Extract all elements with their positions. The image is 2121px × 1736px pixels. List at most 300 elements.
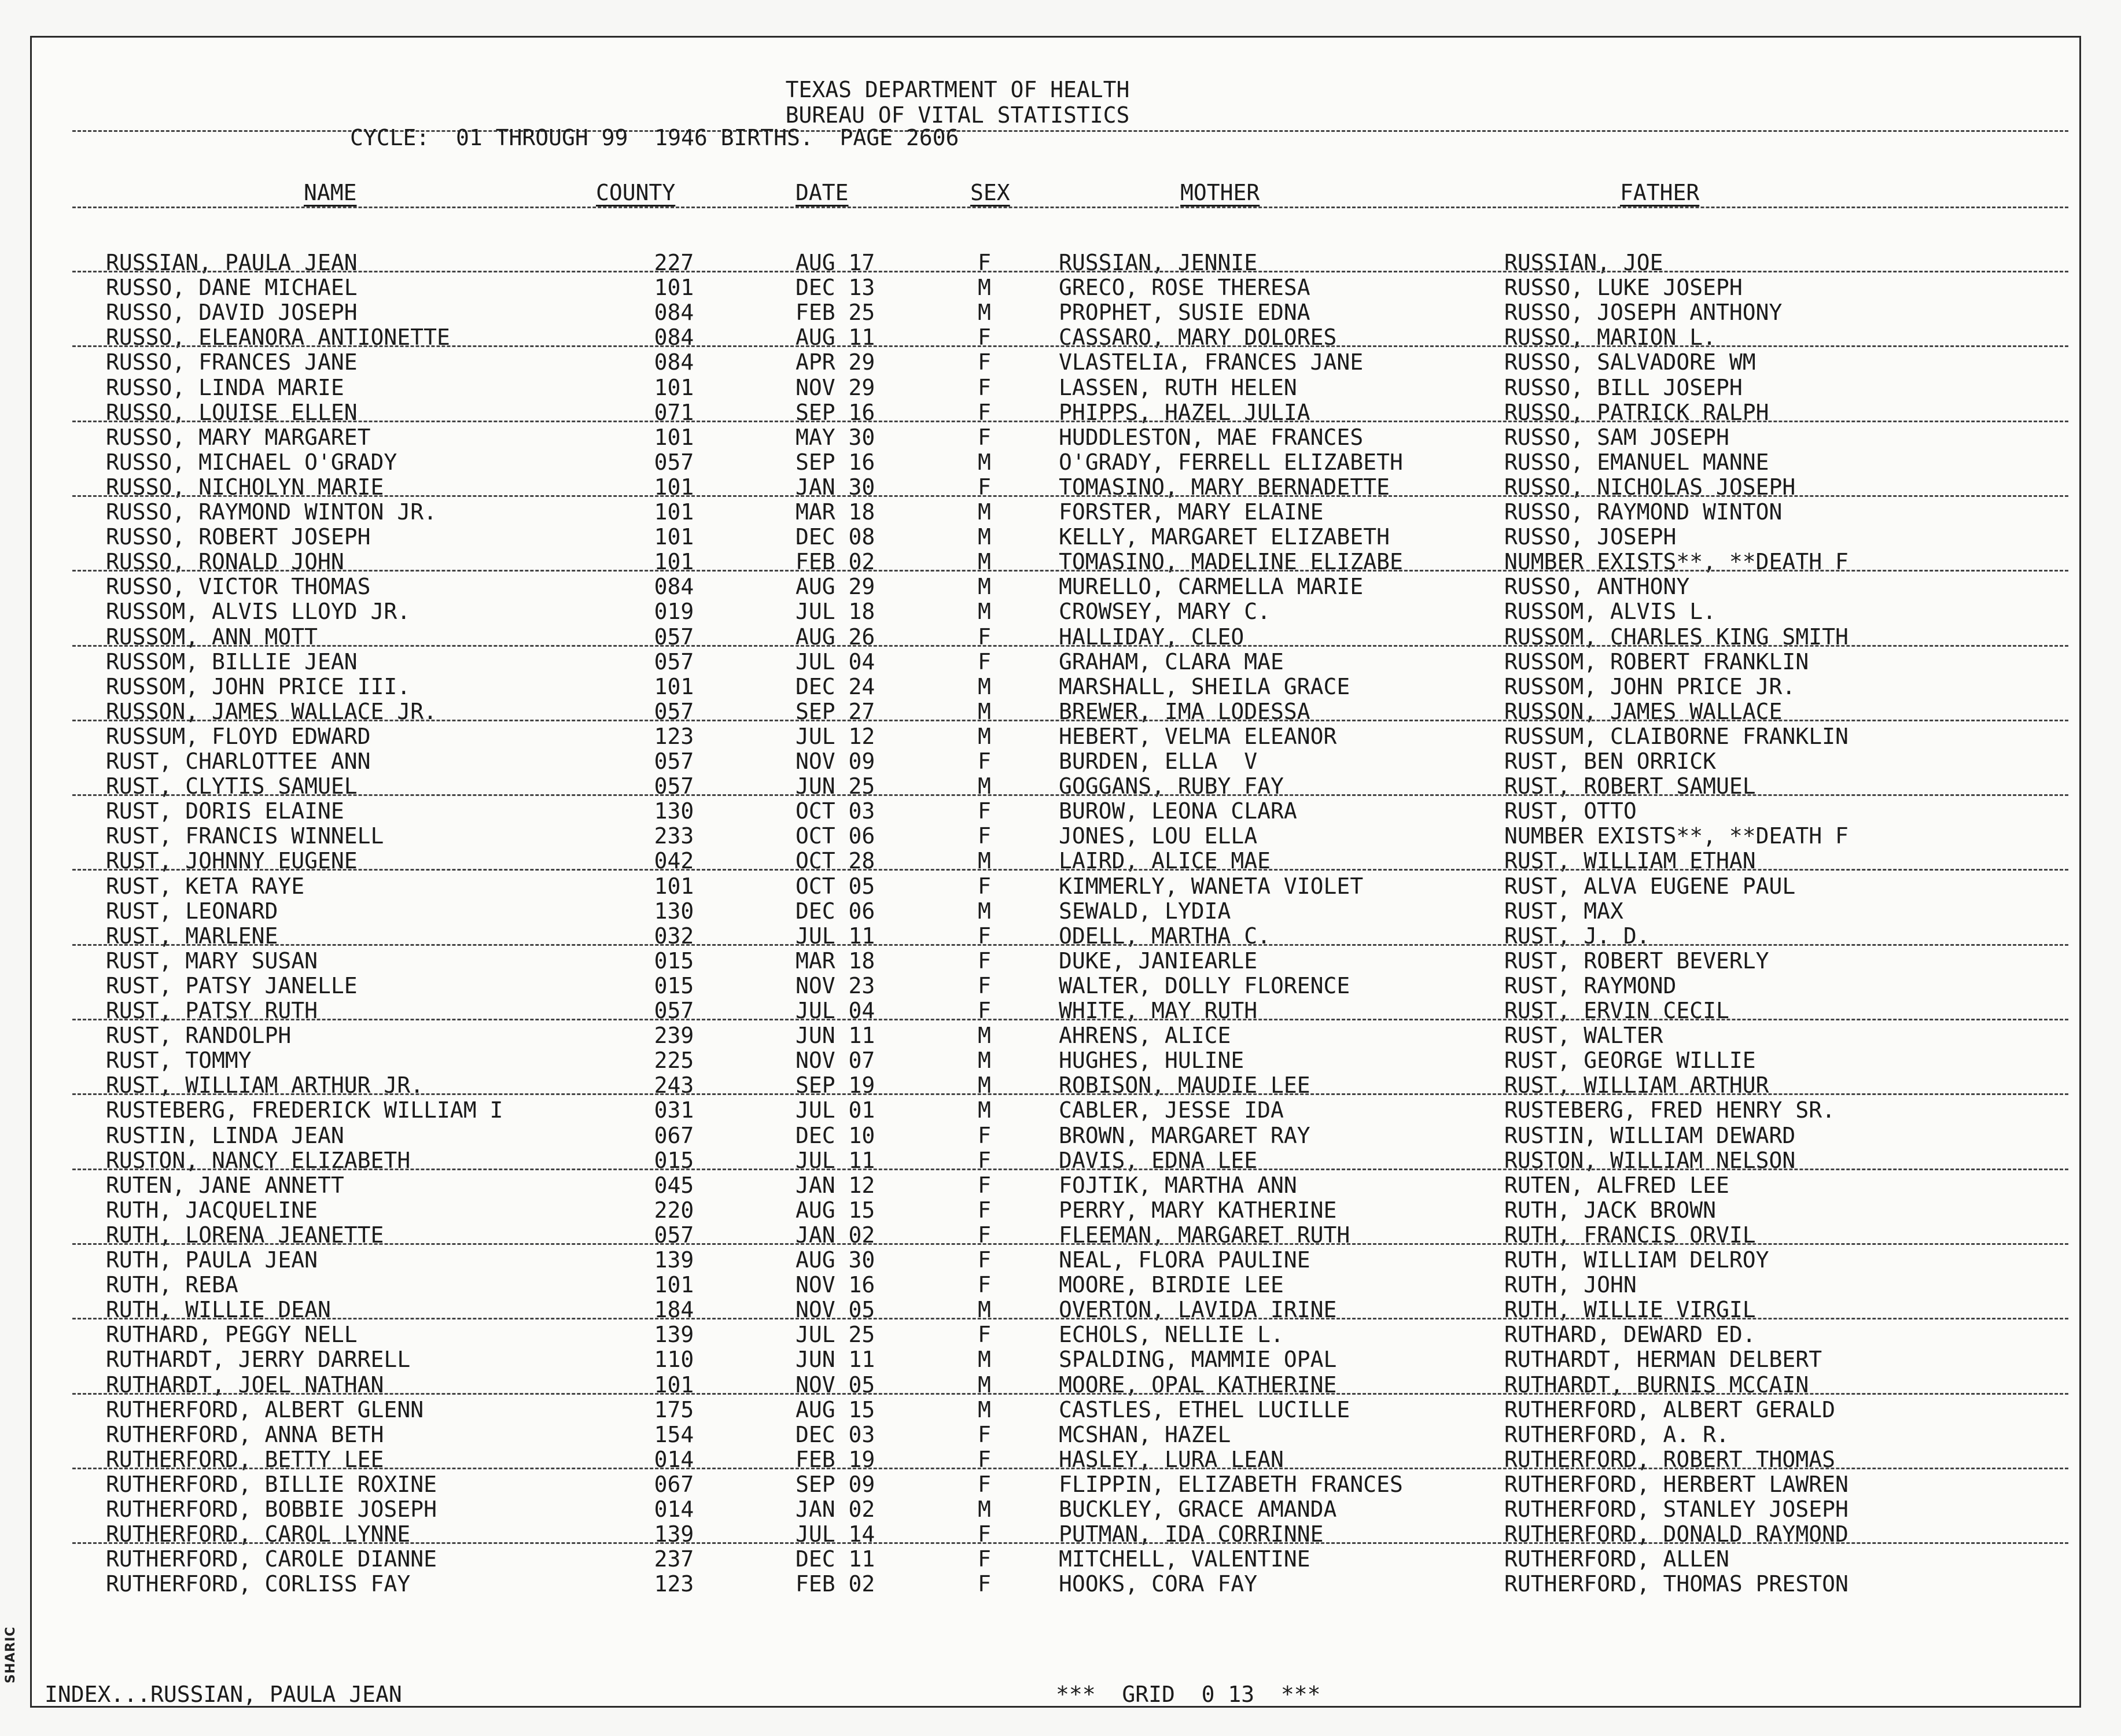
record-name: RUST, MARY SUSAN (106, 948, 318, 974)
record-row (32, 1023, 2080, 1048)
record-county: 101 (654, 549, 694, 575)
row-group-divider (72, 944, 2068, 946)
record-mother: LAIRD, ALICE MAE (1059, 848, 1271, 874)
record-county: 057 (654, 624, 694, 650)
report-page (30, 36, 2081, 1708)
record-county: 239 (654, 1023, 694, 1049)
row-group-divider (72, 570, 2068, 572)
record-sex: M (978, 449, 991, 475)
record-date: SEP 27 (796, 698, 875, 724)
record-date: NOV 05 (796, 1372, 875, 1398)
record-sex: M (978, 773, 991, 799)
row-group-divider (72, 421, 2068, 422)
record-father: RUSSOM, ALVIS L. (1504, 599, 1717, 625)
record-sex: F (978, 648, 991, 675)
row-group-divider (72, 495, 2068, 497)
record-father: RUST, GEORGE WILLIE (1504, 1048, 1756, 1074)
record-date: APR 29 (796, 349, 875, 375)
record-county: 071 (654, 399, 694, 425)
record-sex: M (978, 524, 991, 550)
record-mother: AHRENS, ALICE (1059, 1023, 1231, 1049)
record-name: RUTH, PAULA JEAN (106, 1247, 318, 1273)
row-group-divider (72, 1019, 2068, 1020)
record-row (32, 425, 2080, 450)
record-sex: M (978, 275, 991, 301)
record-sex: M (978, 898, 991, 924)
record-row (32, 1398, 2080, 1422)
record-father: NUMBER EXISTS**, **DEATH F (1504, 549, 1848, 575)
record-county: 101 (654, 1372, 694, 1398)
record-sex: F (978, 923, 991, 949)
record-mother: RUSSIAN, JENNIE (1059, 250, 1258, 275)
record-father: RUTHERFORD, ALLEN (1504, 1546, 1729, 1572)
record-name: RUTH, REBA (106, 1272, 238, 1298)
record-county: 233 (654, 823, 694, 849)
record-sex: F (978, 374, 991, 400)
col-mother: MOTHER (1180, 180, 1260, 205)
record-date: FEB 02 (796, 549, 875, 575)
record-sex: F (978, 798, 991, 824)
record-date: DEC 13 (796, 275, 875, 301)
record-county: 184 (654, 1297, 694, 1323)
record-county: 101 (654, 275, 694, 301)
record-name: RUSSO, DAVID JOSEPH (106, 300, 358, 326)
record-mother: TOMASINO, MADELINE ELIZABE (1059, 549, 1403, 575)
col-date: DATE (796, 180, 849, 205)
record-father: RUST, WILLIAM ETHAN (1504, 848, 1756, 874)
record-row (32, 1497, 2080, 1522)
record-father: RUST, ALVA EUGENE PAUL (1504, 873, 1796, 899)
record-mother: FLEEMAN, MARGARET RUTH (1059, 1222, 1350, 1248)
record-county: 057 (654, 698, 694, 724)
record-county: 032 (654, 923, 694, 949)
record-row (32, 824, 2080, 849)
record-father: RUSSO, SAM JOSEPH (1504, 424, 1729, 450)
record-date: NOV 29 (796, 374, 875, 400)
record-sex: F (978, 624, 991, 650)
record-name: RUTHERFORD, CAROLE DIANNE (106, 1546, 437, 1572)
row-group-divider (72, 794, 2068, 796)
record-father: NUMBER EXISTS**, **DEATH F (1504, 823, 1848, 849)
record-name: RUSTEBERG, FREDERICK WILLIAM I (106, 1097, 503, 1123)
row-group-divider (72, 645, 2068, 647)
record-sex: F (978, 948, 991, 974)
record-name: RUSSO, RAYMOND WINTON JR. (106, 499, 437, 525)
record-sex: F (978, 1247, 991, 1273)
record-row (32, 1422, 2080, 1447)
record-date: JUL 04 (796, 648, 875, 675)
record-date: DEC 24 (796, 673, 875, 699)
record-row (32, 525, 2080, 550)
record-mother: WHITE, MAY RUTH (1059, 998, 1258, 1023)
record-sex: F (978, 1172, 991, 1198)
record-row (32, 949, 2080, 974)
record-father: RUSSOM, CHARLES KING SMITH (1504, 624, 1848, 650)
record-sex: F (978, 424, 991, 450)
record-county: 227 (654, 250, 694, 275)
record-name: RUSSIAN, PAULA JEAN (106, 250, 358, 275)
record-county: 019 (654, 599, 694, 625)
record-county: 014 (654, 1497, 694, 1522)
record-date: NOV 23 (796, 972, 875, 998)
record-date: JUL 18 (796, 599, 875, 625)
record-mother: HEBERT, VELMA ELEANOR (1059, 723, 1337, 749)
record-mother: KELLY, MARGARET ELIZABETH (1059, 524, 1390, 550)
record-father: RUSSO, NICHOLAS JOSEPH (1504, 474, 1796, 500)
record-father: RUTEN, ALFRED LEE (1504, 1172, 1729, 1198)
row-group-divider (72, 1542, 2068, 1544)
record-mother: ROBISON, MAUDIE LEE (1059, 1072, 1310, 1099)
record-mother: HUGHES, HULINE (1059, 1048, 1244, 1074)
record-county: 154 (654, 1421, 694, 1447)
record-sex: M (978, 1023, 991, 1049)
record-father: RUST, ROBERT BEVERLY (1504, 948, 1769, 974)
record-row (32, 450, 2080, 475)
record-sex: M (978, 599, 991, 625)
record-row (32, 724, 2080, 749)
record-county: 015 (654, 948, 694, 974)
record-sex: F (978, 1546, 991, 1572)
record-sex: M (978, 300, 991, 326)
record-mother: WALTER, DOLLY FLORENCE (1059, 972, 1350, 998)
record-sex: M (978, 1396, 991, 1422)
record-date: JUL 01 (796, 1097, 875, 1123)
record-date: NOV 05 (796, 1297, 875, 1323)
record-date: NOV 09 (796, 749, 875, 774)
record-name: RUSSO, VICTOR THOMAS (106, 574, 371, 600)
record-date: JUL 12 (796, 723, 875, 749)
record-name: RUSSO, ELEANORA ANTIONETTE (106, 325, 450, 351)
record-name: RUST, CLYTIS SAMUEL (106, 773, 358, 799)
record-sex: F (978, 474, 991, 500)
record-mother: BURDEN, ELLA V (1059, 749, 1258, 774)
record-date: JUL 11 (796, 1147, 875, 1173)
record-county: 139 (654, 1521, 694, 1547)
record-row (32, 974, 2080, 998)
record-name: RUTHARD, PEGGY NELL (106, 1322, 358, 1348)
record-name: RUTEN, JANE ANNETT (106, 1172, 344, 1198)
record-sex: M (978, 1097, 991, 1123)
record-county: 101 (654, 424, 694, 450)
record-county: 057 (654, 773, 694, 799)
record-date: JUN 11 (796, 1023, 875, 1049)
record-date: JAN 02 (796, 1497, 875, 1522)
record-father: RUSSO, RAYMOND WINTON (1504, 499, 1783, 525)
record-name: RUSTON, NANCY ELIZABETH (106, 1147, 411, 1173)
record-name: RUST, FRANCIS WINNELL (106, 823, 384, 849)
record-sex: F (978, 1122, 991, 1148)
record-father: RUST, RAYMOND (1504, 972, 1677, 998)
record-father: RUTHARDT, HERMAN DELBERT (1504, 1347, 1822, 1373)
record-county: 130 (654, 898, 694, 924)
record-father: RUTH, FRANCIS ORVIL (1504, 1222, 1756, 1248)
record-county: 042 (654, 848, 694, 874)
record-father: RUSSOM, JOHN PRICE JR. (1504, 673, 1796, 699)
record-sex: F (978, 1521, 991, 1547)
record-name: RUSSOM, ALVIS LLOYD JR. (106, 599, 411, 625)
record-sex: F (978, 972, 991, 998)
record-name: RUTHARDT, JOEL NATHAN (106, 1372, 384, 1398)
record-father: RUTH, JOHN (1504, 1272, 1637, 1298)
record-row (32, 1347, 2080, 1372)
row-group-divider (72, 720, 2068, 721)
record-county: 057 (654, 1222, 694, 1248)
record-sex: M (978, 1072, 991, 1099)
record-mother: SPALDING, MAMMIE OPAL (1059, 1347, 1337, 1373)
record-name: RUSSO, MARY MARGARET (106, 424, 371, 450)
record-mother: PHIPPS, HAZEL JULIA (1059, 399, 1310, 425)
record-name: RUSTIN, LINDA JEAN (106, 1122, 344, 1148)
record-county: 015 (654, 1147, 694, 1173)
record-date: JUN 11 (796, 1347, 875, 1373)
record-date: SEP 09 (796, 1471, 875, 1497)
record-father: RUTHERFORD, HERBERT LAWREN (1504, 1471, 1848, 1497)
record-date: JUL 11 (796, 923, 875, 949)
record-mother: HALLIDAY, CLEO (1059, 624, 1244, 650)
record-sex: M (978, 1347, 991, 1373)
record-mother: HASLEY, LURA LEAN (1059, 1446, 1284, 1472)
record-date: JUL 25 (796, 1322, 875, 1348)
record-father: RUSSO, BILL JOSEPH (1504, 374, 1743, 400)
record-father: RUSSO, JOSEPH (1504, 524, 1677, 550)
record-date: JAN 30 (796, 474, 875, 500)
record-mother: FLIPPIN, ELIZABETH FRANCES (1059, 1471, 1403, 1497)
record-county: 067 (654, 1471, 694, 1497)
grid-footer: *** GRID 0 13 *** (1056, 1682, 1321, 1707)
record-name: RUSSO, NICHOLYN MARIE (106, 474, 384, 500)
record-mother: MITCHELL, VALENTINE (1059, 1546, 1310, 1572)
record-name: RUSSOM, ANN MOTT (106, 624, 318, 650)
col-father: FATHER (1620, 180, 1700, 205)
record-county: 101 (654, 374, 694, 400)
record-sex: F (978, 250, 991, 275)
record-name: RUSSO, ROBERT JOSEPH (106, 524, 371, 550)
record-sex: M (978, 1297, 991, 1323)
record-county: 067 (654, 1122, 694, 1148)
cycle-line: CYCLE: 01 THROUGH 99 1946 BIRTHS. PAGE 2606 (350, 125, 959, 150)
record-name: RUTHARDT, JERRY DARRELL (106, 1347, 411, 1373)
record-name: RUSSUM, FLOYD EDWARD (106, 723, 371, 749)
record-date: NOV 07 (796, 1048, 875, 1074)
record-name: RUST, JOHNNY EUGENE (106, 848, 358, 874)
record-mother: MOORE, OPAL KATHERINE (1059, 1372, 1337, 1398)
record-row (32, 1173, 2080, 1198)
record-mother: LASSEN, RUTH HELEN (1059, 374, 1297, 400)
record-date: AUG 29 (796, 574, 875, 600)
record-name: RUST, DORIS ELAINE (106, 798, 344, 824)
record-name: RUST, LEONARD (106, 898, 278, 924)
record-date: DEC 06 (796, 898, 875, 924)
record-name: RUSSO, LINDA MARIE (106, 374, 344, 400)
record-mother: BUCKLEY, GRACE AMANDA (1059, 1497, 1337, 1522)
record-name: RUST, RANDOLPH (106, 1023, 292, 1049)
col-county: COUNTY (596, 180, 676, 205)
record-name: RUTH, WILLIE DEAN (106, 1297, 331, 1323)
record-row (32, 1098, 2080, 1123)
record-sex: M (978, 848, 991, 874)
record-row (32, 1123, 2080, 1148)
record-mother: FOJTIK, MARTHA ANN (1059, 1172, 1297, 1198)
record-mother: CASSARO, MARY DOLORES (1059, 325, 1337, 351)
record-date: DEC 08 (796, 524, 875, 550)
record-county: 225 (654, 1048, 694, 1074)
record-mother: BREWER, IMA LODESSA (1059, 698, 1310, 724)
record-sex: M (978, 698, 991, 724)
record-sex: F (978, 399, 991, 425)
record-name: RUSSO, DANE MICHAEL (106, 275, 358, 301)
record-mother: OVERTON, LAVIDA IRINE (1059, 1297, 1337, 1323)
record-father: RUSSOM, ROBERT FRANKLIN (1504, 648, 1809, 675)
record-row (32, 675, 2080, 699)
record-date: AUG 26 (796, 624, 875, 650)
record-date: MAR 18 (796, 948, 875, 974)
record-mother: GRECO, ROSE THERESA (1059, 275, 1310, 301)
record-date: OCT 06 (796, 823, 875, 849)
record-father: RUSSIAN, JOE (1504, 250, 1663, 275)
record-row (32, 300, 2080, 325)
record-father: RUTH, JACK BROWN (1504, 1197, 1717, 1223)
record-mother: FORSTER, MARY ELAINE (1059, 499, 1324, 525)
record-county: 123 (654, 1571, 694, 1597)
record-sex: F (978, 349, 991, 375)
record-date: JAN 12 (796, 1172, 875, 1198)
record-name: RUTHERFORD, BOBBIE JOSEPH (106, 1497, 437, 1522)
record-father: RUST, WILLIAM ARTHUR (1504, 1072, 1769, 1099)
record-mother: BROWN, MARGARET RAY (1059, 1122, 1310, 1148)
record-county: 101 (654, 1272, 694, 1298)
record-father: RUSSON, JAMES WALLACE (1504, 698, 1783, 724)
column-header-divider (72, 207, 2068, 208)
record-county: 057 (654, 449, 694, 475)
record-row (32, 1472, 2080, 1497)
record-name: RUST, KETA RAYE (106, 873, 305, 899)
record-mother: TOMASINO, MARY BERNADETTE (1059, 474, 1390, 500)
record-sex: M (978, 723, 991, 749)
record-date: SEP 16 (796, 399, 875, 425)
record-father: RUSSO, EMANUEL MANNE (1504, 449, 1769, 475)
record-sex: M (978, 673, 991, 699)
record-county: 015 (654, 972, 694, 998)
record-name: RUTHERFORD, CORLISS FAY (106, 1571, 411, 1597)
record-name: RUTH, JACQUELINE (106, 1197, 318, 1223)
record-name: RUTHERFORD, ALBERT GLENN (106, 1396, 424, 1422)
record-county: 175 (654, 1396, 694, 1422)
record-county: 139 (654, 1322, 694, 1348)
record-date: FEB 25 (796, 300, 875, 326)
record-county: 101 (654, 673, 694, 699)
record-county: 101 (654, 873, 694, 899)
record-row (32, 1248, 2080, 1273)
record-date: DEC 10 (796, 1122, 875, 1148)
record-date: AUG 11 (796, 325, 875, 351)
record-mother: VLASTELIA, FRANCES JANE (1059, 349, 1364, 375)
record-father: RUSSO, SALVADORE WM (1504, 349, 1756, 375)
record-father: RUSSO, ANTHONY (1504, 574, 1690, 600)
record-father: RUSTIN, WILLIAM DEWARD (1504, 1122, 1796, 1148)
record-father: RUST, J. D. (1504, 923, 1650, 949)
record-row (32, 799, 2080, 824)
record-mother: MURELLO, CARMELLA MARIE (1059, 574, 1364, 600)
record-date: JAN 02 (796, 1222, 875, 1248)
record-name: RUTH, LORENA JEANETTE (106, 1222, 384, 1248)
record-mother: MARSHALL, SHEILA GRACE (1059, 673, 1350, 699)
record-name: RUST, TOMMY (106, 1048, 252, 1074)
record-date: AUG 30 (796, 1247, 875, 1273)
record-date: DEC 11 (796, 1546, 875, 1572)
record-father: RUTHERFORD, ALBERT GERALD (1504, 1396, 1835, 1422)
record-sex: F (978, 1322, 991, 1348)
record-county: 101 (654, 474, 694, 500)
record-county: 139 (654, 1247, 694, 1273)
record-sex: F (978, 1421, 991, 1447)
record-father: RUST, ERVIN CECIL (1504, 998, 1729, 1023)
record-mother: GOGGANS, RUBY FAY (1059, 773, 1284, 799)
record-mother: PUTMAN, IDA CORRINNE (1059, 1521, 1324, 1547)
record-sex: F (978, 1197, 991, 1223)
record-date: AUG 15 (796, 1396, 875, 1422)
record-sex: F (978, 1571, 991, 1597)
record-father: RUTH, WILLIAM DELROY (1504, 1247, 1769, 1273)
record-row (32, 1198, 2080, 1223)
record-county: 084 (654, 300, 694, 326)
record-county: 237 (654, 1546, 694, 1572)
record-father: RUTHARDT, BURNIS MCCAIN (1504, 1372, 1809, 1398)
record-sex: M (978, 1497, 991, 1522)
record-date: SEP 19 (796, 1072, 875, 1099)
record-county: 101 (654, 499, 694, 525)
record-date: NOV 16 (796, 1272, 875, 1298)
record-name: RUSSOM, BILLIE JEAN (106, 648, 358, 675)
record-sex: M (978, 574, 991, 600)
record-row (32, 1547, 2080, 1572)
record-date: FEB 02 (796, 1571, 875, 1597)
record-date: MAY 30 (796, 424, 875, 450)
record-mother: CABLER, JESSE IDA (1059, 1097, 1284, 1123)
record-sex: F (978, 823, 991, 849)
record-father: RUST, MAX (1504, 898, 1623, 924)
row-group-divider (72, 1393, 2068, 1395)
record-row (32, 350, 2080, 375)
record-name: RUTHERFORD, BETTY LEE (106, 1446, 384, 1472)
record-name: RUSSO, FRANCES JANE (106, 349, 358, 375)
record-sex: F (978, 749, 991, 774)
record-date: JUL 14 (796, 1521, 875, 1547)
record-sex: F (978, 1446, 991, 1472)
record-name: RUSSOM, JOHN PRICE III. (106, 673, 411, 699)
index-footer: INDEX...RUSSIAN, PAULA JEAN (45, 1682, 402, 1707)
record-county: 057 (654, 998, 694, 1023)
record-sex: F (978, 325, 991, 351)
record-row (32, 1048, 2080, 1073)
record-row (32, 500, 2080, 525)
record-father: RUSSUM, CLAIBORNE FRANKLIN (1504, 723, 1848, 749)
record-row (32, 874, 2080, 899)
record-row (32, 599, 2080, 624)
record-row (32, 375, 2080, 400)
record-mother: GRAHAM, CLARA MAE (1059, 648, 1284, 675)
record-row (32, 650, 2080, 675)
record-mother: MOORE, BIRDIE LEE (1059, 1272, 1284, 1298)
record-father: RUSSO, LUKE JOSEPH (1504, 275, 1743, 301)
record-county: 057 (654, 648, 694, 675)
record-father: RUTHERFORD, ROBERT THOMAS (1504, 1446, 1835, 1472)
record-father: RUSSO, PATRICK RALPH (1504, 399, 1769, 425)
record-date: AUG 15 (796, 1197, 875, 1223)
record-county: 084 (654, 574, 694, 600)
record-row (32, 749, 2080, 774)
record-mother: PERRY, MARY KATHERINE (1059, 1197, 1337, 1223)
record-row (32, 1273, 2080, 1298)
